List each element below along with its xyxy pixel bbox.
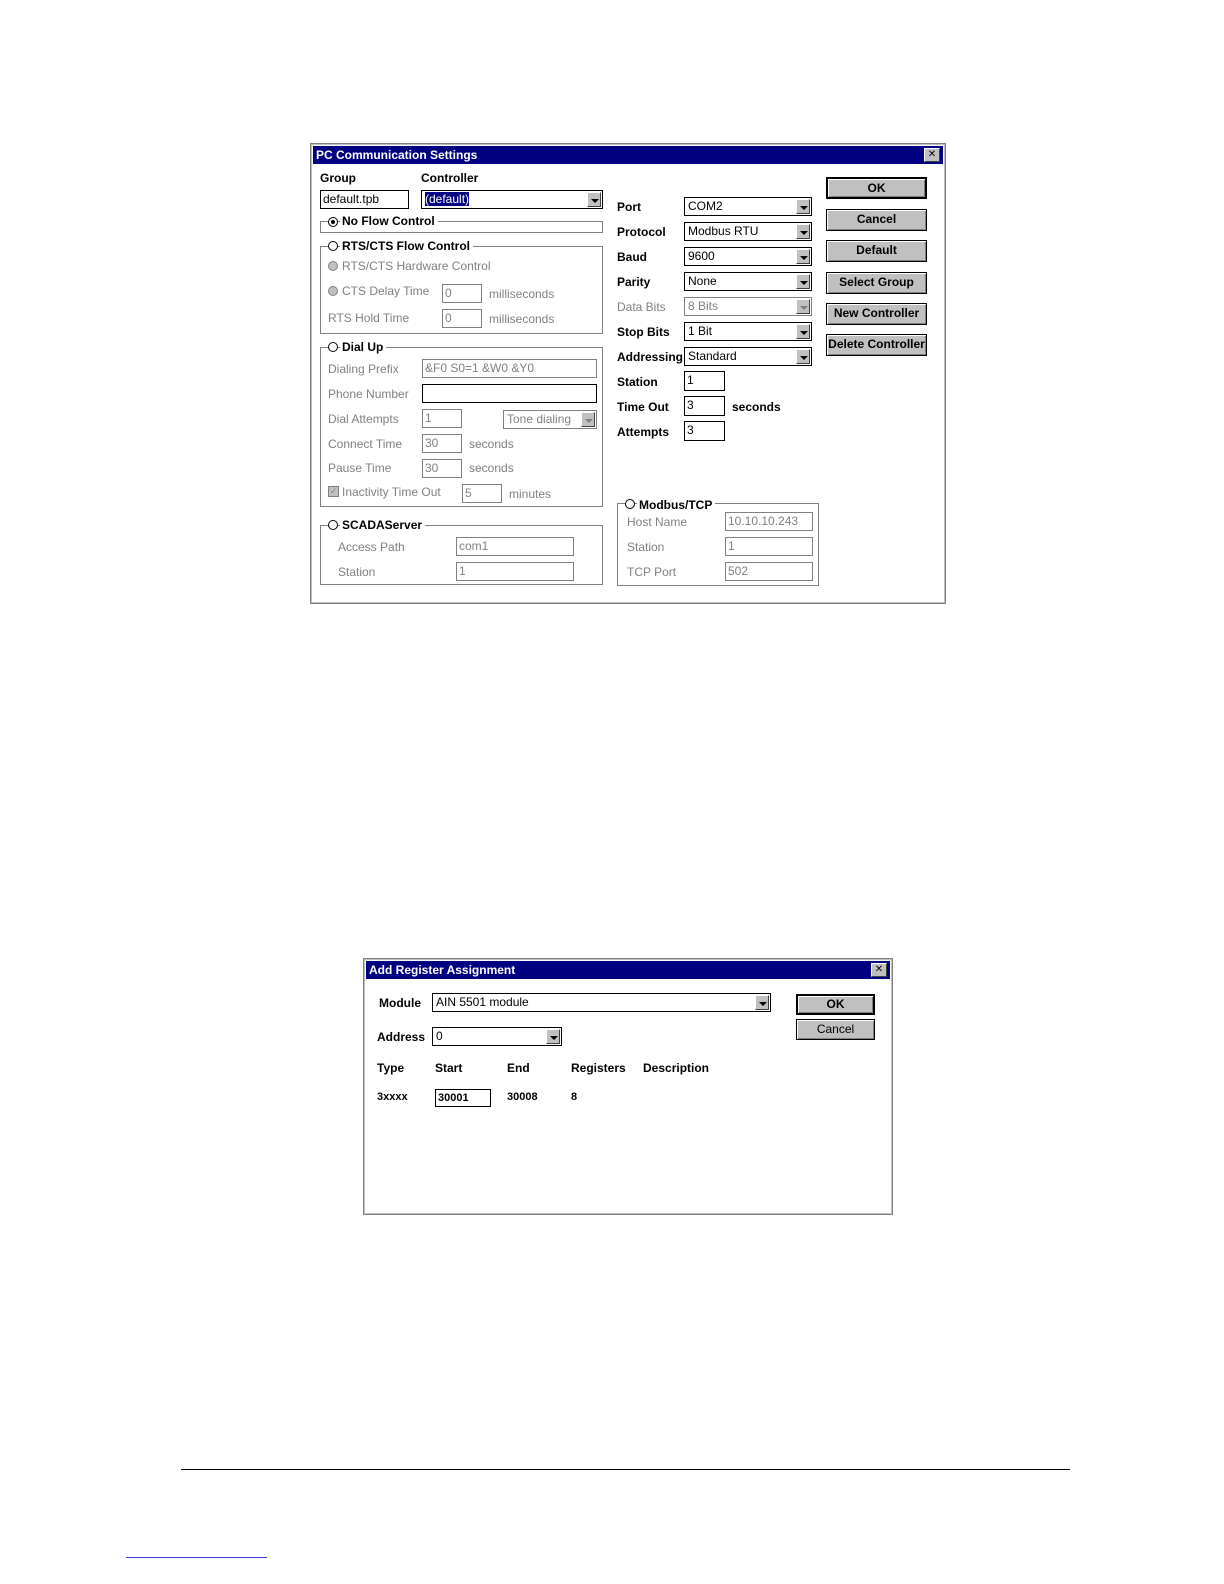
- access-path-label: Access Path: [338, 540, 405, 554]
- pc-communication-settings-dialog: [310, 143, 946, 604]
- chevron-down-icon[interactable]: [796, 199, 810, 214]
- dialog-title: PC Communication Settings: [316, 148, 478, 162]
- cancel-button[interactable]: Cancel: [826, 209, 927, 231]
- host-name-label: Host Name: [627, 515, 688, 529]
- column-header-end: End: [507, 1061, 530, 1075]
- module-select[interactable]: [432, 993, 771, 1012]
- chevron-down-icon[interactable]: [796, 299, 810, 314]
- inactivity-input[interactable]: 5: [462, 484, 502, 503]
- tcp-station-input[interactable]: 1: [725, 537, 813, 556]
- add-register-assignment-dialog: [363, 958, 893, 1215]
- chevron-down-icon[interactable]: [796, 324, 810, 339]
- stop-bits-select[interactable]: [684, 322, 812, 341]
- parity-select[interactable]: [684, 272, 812, 291]
- chevron-down-icon[interactable]: [587, 192, 601, 207]
- phone-number-label: Phone Number: [328, 387, 409, 401]
- cancel-button[interactable]: Cancel: [796, 1019, 875, 1040]
- no-flow-control-label[interactable]: No Flow Control: [340, 214, 438, 228]
- protocol-value: Modbus RTU: [688, 224, 759, 238]
- station-input[interactable]: 1: [684, 371, 725, 391]
- address-value: 0: [436, 1029, 443, 1043]
- cts-delay-radio[interactable]: [328, 286, 338, 296]
- close-icon[interactable]: ✕: [871, 963, 887, 977]
- baud-value: 9600: [688, 249, 715, 263]
- stop-bits-label: Stop Bits: [617, 325, 670, 339]
- ok-button[interactable]: OK: [796, 994, 875, 1015]
- connect-time-unit: seconds: [469, 437, 514, 451]
- footnote-rule: [126, 1557, 267, 1558]
- address-label: Address: [377, 1030, 426, 1044]
- default-button[interactable]: Default: [826, 240, 927, 262]
- column-header-description: Description: [643, 1061, 710, 1075]
- dial-attempts-label: Dial Attempts: [328, 412, 399, 426]
- modbus-tcp-legend[interactable]: Modbus/TCP: [637, 498, 715, 512]
- delete-controller-button[interactable]: Delete Controller: [826, 334, 927, 356]
- footer-rule: [181, 1469, 1070, 1470]
- cts-delay-label: CTS Delay Time: [342, 284, 430, 298]
- addressing-label: Addressing: [617, 350, 684, 364]
- no-flow-control-radio[interactable]: [328, 217, 338, 227]
- dialog-title: Add Register Assignment: [369, 963, 516, 977]
- dial-attempts-input[interactable]: 1: [422, 409, 462, 428]
- close-icon[interactable]: ✕: [924, 148, 940, 162]
- timeout-label: Time Out: [617, 400, 669, 414]
- pause-time-input[interactable]: 30: [422, 459, 462, 478]
- attempts-label: Attempts: [617, 425, 670, 439]
- chevron-down-icon[interactable]: [581, 412, 595, 427]
- rts-cts-radio[interactable]: [328, 241, 338, 251]
- addressing-select[interactable]: [684, 347, 812, 366]
- dial-up-radio[interactable]: [328, 342, 338, 352]
- dialog-title-bar[interactable]: [313, 146, 943, 164]
- rts-hold-label: RTS Hold Time: [328, 311, 410, 325]
- pause-time-unit: seconds: [469, 461, 514, 475]
- chevron-down-icon[interactable]: [796, 274, 810, 289]
- dial-mode-select[interactable]: [503, 410, 597, 429]
- controller-selected-value: (default): [425, 192, 470, 206]
- dialing-prefix-input[interactable]: &F0 S0=1 &W0 &Y0: [422, 359, 597, 378]
- attempts-input[interactable]: 3: [684, 421, 725, 441]
- rts-cts-hardware-label: RTS/CTS Hardware Control: [342, 259, 491, 273]
- dialing-prefix-label: Dialing Prefix: [328, 362, 399, 376]
- protocol-label: Protocol: [617, 225, 666, 239]
- parity-value: None: [688, 274, 717, 288]
- access-path-input[interactable]: com1: [456, 537, 574, 556]
- timeout-input[interactable]: 3: [684, 396, 725, 416]
- modbus-tcp-radio[interactable]: [625, 499, 635, 509]
- data-bits-select[interactable]: [684, 297, 812, 316]
- new-controller-button[interactable]: New Controller: [826, 303, 927, 325]
- dialog-title-bar[interactable]: [366, 961, 890, 979]
- rts-cts-legend[interactable]: RTS/CTS Flow Control: [340, 239, 473, 253]
- module-label: Module: [379, 996, 421, 1010]
- scadaserver-radio[interactable]: [328, 520, 338, 530]
- timeout-unit: seconds: [732, 400, 781, 414]
- group-field[interactable]: default.tpb: [320, 190, 409, 209]
- group-label: Group: [320, 171, 356, 185]
- controller-label: Controller: [421, 171, 479, 185]
- protocol-select[interactable]: [684, 222, 812, 241]
- column-header-type: Type: [377, 1061, 405, 1075]
- ok-button[interactable]: OK: [826, 177, 927, 199]
- scada-station-input[interactable]: 1: [456, 562, 574, 581]
- data-bits-label: Data Bits: [617, 300, 666, 314]
- scadaserver-legend[interactable]: SCADAServer: [340, 518, 425, 532]
- column-header-registers: Registers: [571, 1061, 626, 1075]
- host-name-input[interactable]: 10.10.10.243: [725, 512, 813, 531]
- chevron-down-icon[interactable]: [796, 224, 810, 239]
- port-value: COM2: [688, 199, 723, 213]
- port-select[interactable]: [684, 197, 812, 216]
- rts-cts-hardware-radio[interactable]: [328, 261, 338, 271]
- dial-mode-value: Tone dialing: [507, 412, 572, 426]
- address-select[interactable]: [432, 1027, 562, 1046]
- inactivity-label: Inactivity Time Out: [342, 485, 441, 499]
- chevron-down-icon[interactable]: [796, 249, 810, 264]
- scada-station-label: Station: [338, 565, 376, 579]
- tcp-station-label: Station: [627, 540, 665, 554]
- select-group-button[interactable]: Select Group: [826, 272, 927, 294]
- dial-up-legend[interactable]: Dial Up: [340, 340, 386, 354]
- module-value: AIN 5501 module: [436, 995, 529, 1009]
- port-label: Port: [617, 200, 641, 214]
- cts-delay-unit: milliseconds: [489, 287, 555, 301]
- register-type: 3xxxx: [377, 1091, 408, 1103]
- parity-label: Parity: [617, 275, 651, 289]
- tcp-port-label: TCP Port: [627, 565, 677, 579]
- rts-hold-unit: milliseconds: [489, 312, 555, 326]
- chevron-down-icon[interactable]: [546, 1029, 560, 1044]
- column-header-start: Start: [435, 1061, 463, 1075]
- cts-delay-input[interactable]: 0: [442, 284, 482, 303]
- inactivity-unit: minutes: [509, 487, 552, 501]
- chevron-down-icon[interactable]: [796, 349, 810, 364]
- station-label: Station: [617, 375, 658, 389]
- inactivity-checkbox[interactable]: ✓: [329, 486, 338, 496]
- register-count: 8: [571, 1091, 578, 1103]
- stop-bits-value: 1 Bit: [688, 324, 713, 338]
- baud-select[interactable]: [684, 247, 812, 266]
- chevron-down-icon[interactable]: [755, 995, 769, 1010]
- phone-number-input[interactable]: [422, 384, 597, 403]
- baud-label: Baud: [617, 250, 647, 264]
- addressing-value: Standard: [688, 349, 737, 363]
- start-input[interactable]: 30001: [435, 1089, 491, 1107]
- rts-hold-input[interactable]: 0: [442, 309, 482, 328]
- connect-time-label: Connect Time: [328, 437, 403, 451]
- tcp-port-input[interactable]: 502: [725, 562, 813, 581]
- register-end: 30008: [507, 1091, 538, 1103]
- pause-time-label: Pause Time: [328, 461, 392, 475]
- connect-time-input[interactable]: 30: [422, 434, 462, 453]
- controller-select[interactable]: [421, 190, 603, 209]
- data-bits-value: 8 Bits: [688, 299, 719, 313]
